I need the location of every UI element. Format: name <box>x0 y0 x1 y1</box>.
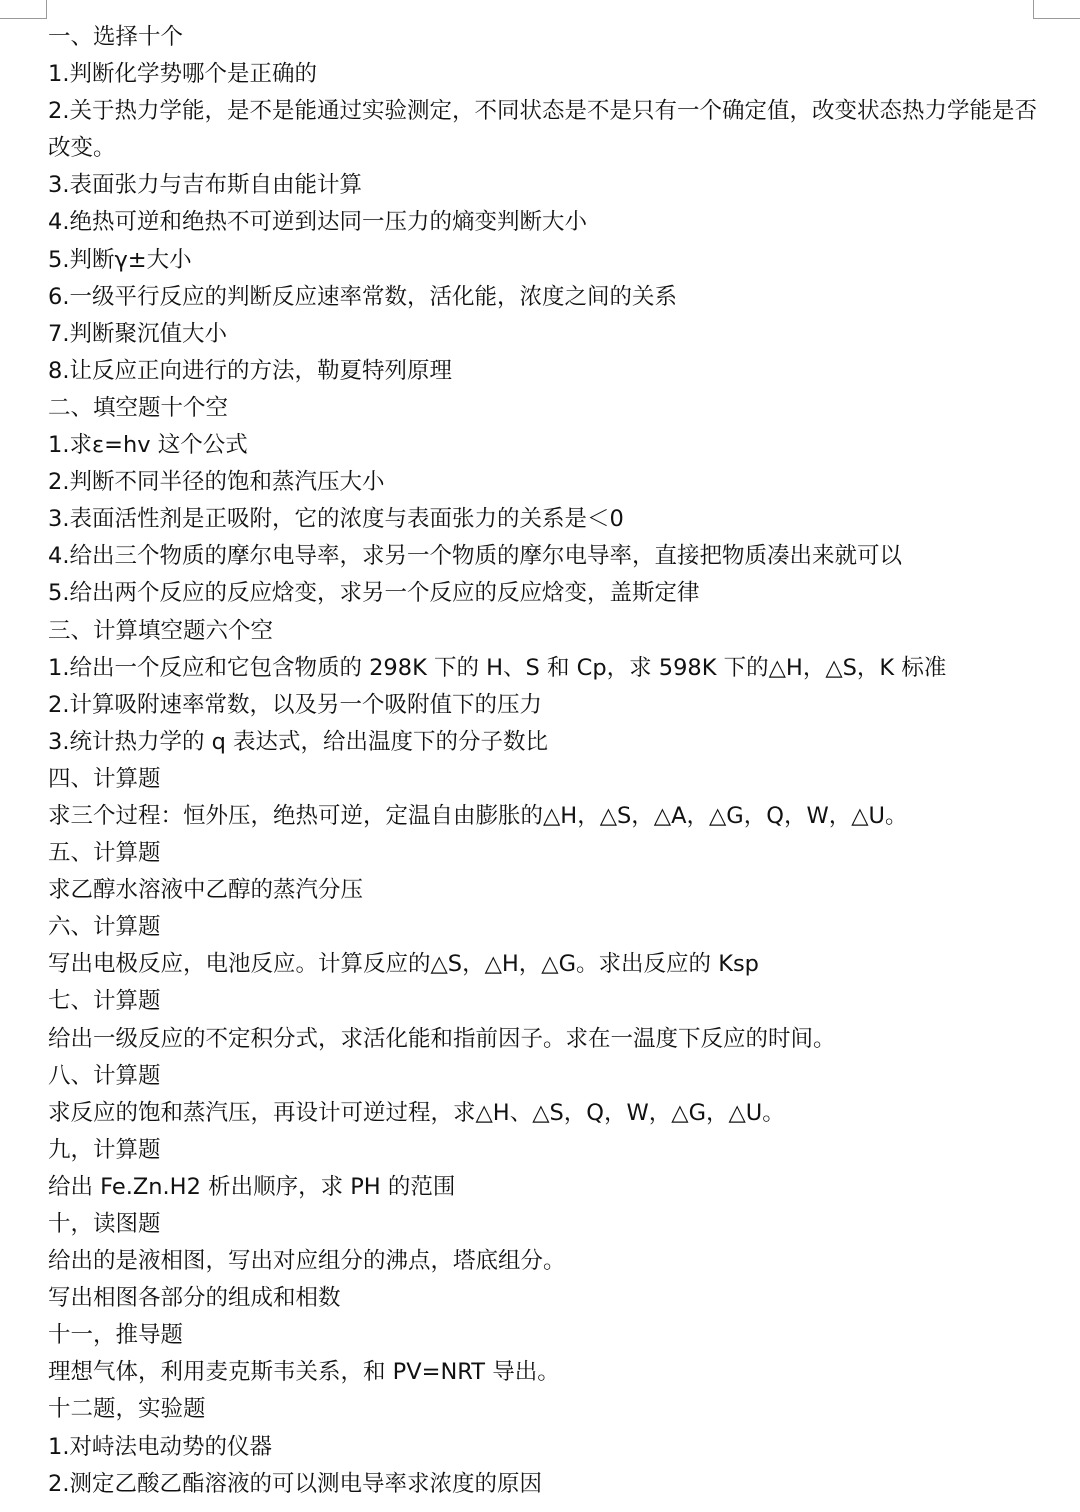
section-heading: 六、计算题 <box>48 914 161 941</box>
list-item: 1.给出一个反应和它包含物质的 298K 下的 H、S 和 Cp，求 598K 下的△H，△S，K 标准 <box>48 654 947 681</box>
paragraph: 给出的是液相图，写出对应组分的沸点，塔底组分。 <box>48 1248 566 1275</box>
section-heading: 十一，推导题 <box>48 1322 184 1349</box>
paragraph: 给出 Fe.Zn.H2 析出顺序，求 PH 的范围 <box>48 1173 456 1200</box>
list-item: 2.判断不同半径的饱和蒸汽压大小 <box>48 469 385 496</box>
list-item: 3.表面活性剂是正吸附，它的浓度与表面张力的关系是＜0 <box>48 506 624 533</box>
paragraph: 理想气体，利用麦克斯韦关系，和 PV=NRT 导出。 <box>48 1359 560 1386</box>
list-item: 4.绝热可逆和绝热不可逆到达同一压力的熵变判断大小 <box>48 209 587 236</box>
list-item: 3.统计热力学的 q 表达式，给出温度下的分子数比 <box>48 728 549 755</box>
paragraph: 写出相图各部分的组成和相数 <box>48 1285 341 1312</box>
list-item: 1.判断化学势哪个是正确的 <box>48 61 317 88</box>
list-item: 7.判断聚沉值大小 <box>48 320 227 347</box>
section-heading: 三、计算填空题六个空 <box>48 617 274 644</box>
section-heading: 九，计算题 <box>48 1136 161 1163</box>
section-heading: 七、计算题 <box>48 988 161 1015</box>
section-heading: 八、计算题 <box>48 1062 161 1089</box>
section-heading: 四、计算题 <box>48 765 161 792</box>
section-heading: 一、选择十个 <box>48 24 184 50</box>
list-item: 5.给出两个反应的反应焓变，求另一个反应的反应焓变，盖斯定律 <box>48 580 700 607</box>
document-body <box>48 19 1040 1503</box>
list-item: 2.计算吸附速率常数，以及另一个吸附值下的压力 <box>48 691 542 718</box>
list-item: 1.求ε=hv 这个公式 <box>48 432 248 459</box>
list-item: 6.一级平行反应的判断反应速率常数，活化能，浓度之间的关系 <box>48 283 677 310</box>
paragraph: 求乙醇水溶液中乙醇的蒸汽分压 <box>48 877 364 904</box>
paragraph: 求三个过程：恒外压，绝热可逆，定温自由膨胀的△H，△S，△A，△G，Q，W，△U。 <box>48 802 908 829</box>
list-item: 2.测定乙酸乙酯溶液的可以测电导率求浓度的原因 <box>48 1470 542 1497</box>
paragraph: 写出电极反应，电池反应。计算反应的△S，△H，△G。求出反应的 Ksp <box>48 951 759 978</box>
section-heading: 五、计算题 <box>48 840 161 867</box>
section-heading: 十，读图题 <box>48 1211 161 1237</box>
section-heading: 二、填空题十个空 <box>48 394 229 421</box>
list-item: 4.给出三个物质的摩尔电导率，求另一个物质的摩尔电导率，直接把物质凑出来就可以 <box>48 543 902 570</box>
page-corner-mark-left <box>0 0 47 19</box>
paragraph: 给出一级反应的不定积分式，求活化能和指前因子。求在一温度下反应的时间。 <box>48 1025 836 1052</box>
list-item: 3.表面张力与吉布斯自由能计算 <box>48 172 362 199</box>
list-item: 5.判断γ±大小 <box>48 246 192 273</box>
list-item: 2.关于热力学能，是不是能通过实验测定，不同状态是不是只有一个确定值，改变状态热力学能是否改变。 <box>48 98 1037 162</box>
list-item: 8.让反应正向进行的方法，勒夏特列原理 <box>48 357 452 384</box>
section-heading: 十二题，实验题 <box>48 1396 206 1423</box>
list-item: 1.对峙法电动势的仪器 <box>48 1433 272 1460</box>
page-corner-mark-right <box>1033 0 1080 19</box>
paragraph: 求反应的饱和蒸汽压，再设计可逆过程，求△H、△S，Q，W，△G，△U。 <box>48 1099 785 1126</box>
